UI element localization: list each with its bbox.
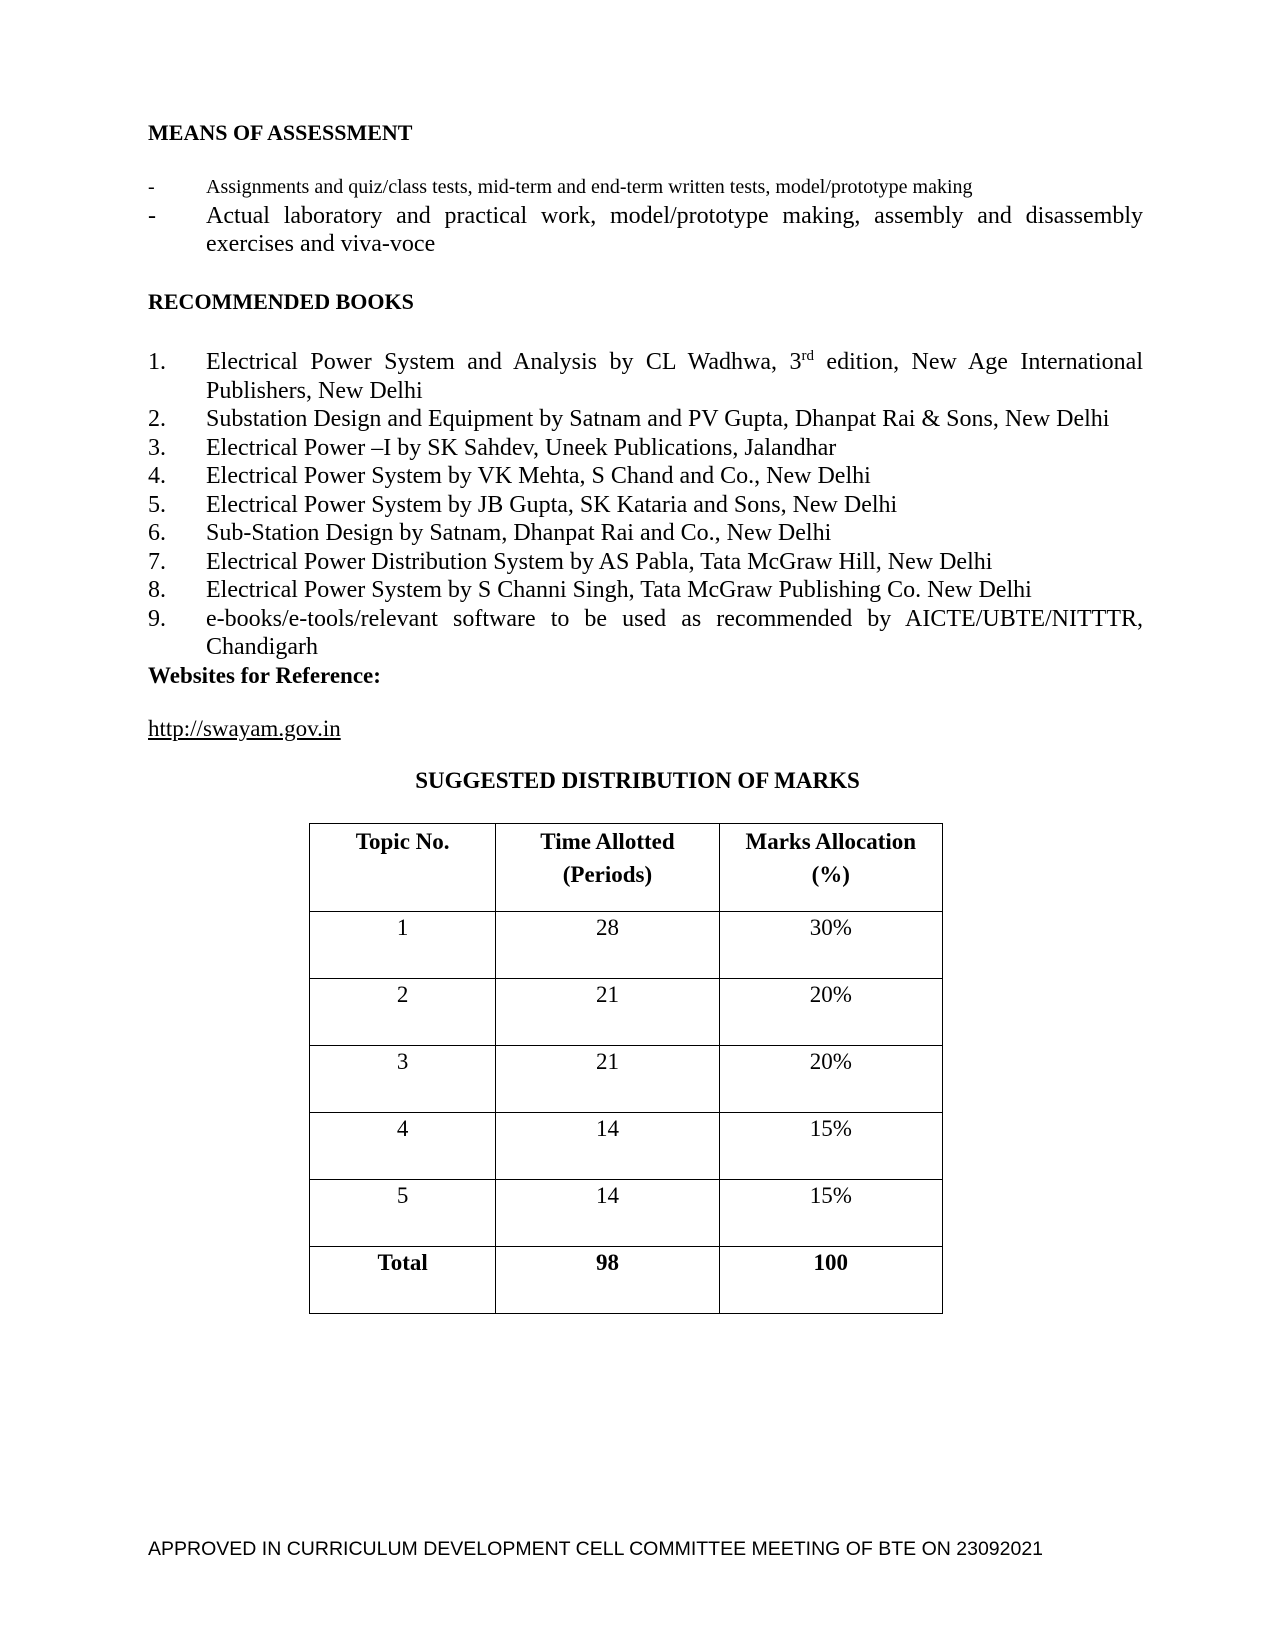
table-header-row [310, 824, 943, 912]
assessment-item [148, 174, 1143, 200]
cell-total-marks: 100 [719, 1247, 942, 1314]
cell-time-allotted: 21 [496, 1046, 719, 1113]
book-item [148, 576, 1143, 605]
books-heading: RECOMMENDED BOOKS [148, 289, 414, 314]
cell-topic-no: 4 [310, 1113, 496, 1180]
book-text: Electrical Power –I by SK Sahdev, Uneek Publications, Jalandhar [206, 434, 837, 461]
approval-footer: APPROVED IN CURRICULUM DEVELOPMENT CELL COMMITTEE MEETING OF BTE ON 23092021 [148, 1538, 1044, 1560]
marks-distribution-table [309, 823, 943, 1314]
cell-topic-no: 3 [310, 1046, 496, 1113]
book-number: 6. [148, 520, 166, 546]
book-text: Electrical Power System by VK Mehta, S Chand and Co., New Delhi [206, 463, 871, 489]
book-number: 9. [148, 605, 166, 632]
book-number: 4. [148, 463, 166, 489]
cell-topic-no: 2 [310, 979, 496, 1046]
book-number: 2. [148, 406, 166, 432]
book-item [148, 519, 1143, 548]
book-item [148, 605, 1143, 662]
book-text: Electrical Power System by JB Gupta, SK Kataria and Sons, New Delhi [206, 491, 898, 518]
marks-table-title: SUGGESTED DISTRIBUTION OF MARKS [415, 768, 860, 793]
book-number: 5. [148, 491, 166, 518]
book-item [148, 434, 1143, 463]
website-link[interactable]: http://swayam.gov.in [148, 716, 341, 741]
websites-heading: Websites for Reference: [148, 663, 381, 688]
book-text-part: Electrical Power System and Analysis by CL Wadhwa, 3 [206, 349, 802, 375]
header-line: Time Allotted [540, 829, 675, 854]
cell-total-time: 98 [496, 1247, 719, 1314]
cell-time-allotted: 14 [496, 1180, 719, 1247]
header-line: (%) [811, 862, 850, 887]
table-row [310, 979, 943, 1046]
cell-marks-allocation: 20% [719, 979, 942, 1046]
books-list [148, 348, 1143, 662]
cell-marks-allocation: 30% [719, 912, 942, 979]
assessment-item [148, 202, 1143, 258]
assessment-heading: MEANS OF ASSESSMENT [148, 120, 413, 145]
header-marks-allocation [719, 824, 942, 912]
book-text [206, 348, 1143, 405]
book-item [148, 405, 1143, 434]
book-text: e-books/e-tools/relevant software to be used as recommended by AICTE/UBTE/NITTTR, Chandigarh [206, 605, 1143, 660]
table-row [310, 1046, 943, 1113]
header-topic-no [310, 824, 496, 912]
book-text: Sub-Station Design by Satnam, Dhanpat Rai and Co., New Delhi [206, 520, 832, 546]
book-text: Electrical Power System by S Channi Singh, Tata McGraw Publishing Co. New Delhi [206, 577, 1032, 603]
header-line: Topic No. [355, 829, 450, 854]
header-line: Marks Allocation [745, 829, 917, 854]
table-row [310, 912, 943, 979]
header-time-allotted [496, 824, 719, 912]
cell-marks-allocation: 20% [719, 1046, 942, 1113]
book-number: 1. [148, 349, 166, 375]
book-item [148, 462, 1143, 491]
assessment-item-text: Assignments and quiz/class tests, mid-term and end-term written tests, model/prototype making [206, 176, 973, 198]
cell-topic-no: 1 [310, 912, 496, 979]
book-item [148, 348, 1143, 405]
book-text-superscript: rd [801, 348, 814, 364]
cell-marks-allocation: 15% [719, 1113, 942, 1180]
book-text-part: edition, New Age International Publishers, New Delhi [206, 349, 1143, 404]
header-line: (Periods) [562, 862, 653, 887]
assessment-list [148, 174, 1143, 258]
cell-total-label: Total [310, 1247, 496, 1314]
assessment-item-text: Actual laboratory and practical work, model/prototype making, assembly and disassembly exercises and viva-voce [206, 203, 1143, 257]
bullet-marker: - [148, 203, 156, 229]
cell-time-allotted: 21 [496, 979, 719, 1046]
cell-time-allotted: 28 [496, 912, 719, 979]
table-row [310, 1113, 943, 1180]
book-text: Electrical Power Distribution System by AS Pabla, Tata McGraw Hill, New Delhi [206, 548, 993, 575]
table-total-row [310, 1247, 943, 1314]
bullet-marker: - [148, 176, 155, 198]
book-item [148, 548, 1143, 577]
book-item [148, 491, 1143, 520]
cell-time-allotted: 14 [496, 1113, 719, 1180]
book-number: 3. [148, 434, 166, 461]
cell-topic-no: 5 [310, 1180, 496, 1247]
book-number: 8. [148, 577, 166, 603]
table-row [310, 1180, 943, 1247]
book-text: Substation Design and Equipment by Satnam and PV Gupta, Dhanpat Rai & Sons, New Delhi [206, 406, 1110, 432]
book-number: 7. [148, 548, 166, 575]
cell-marks-allocation: 15% [719, 1180, 942, 1247]
